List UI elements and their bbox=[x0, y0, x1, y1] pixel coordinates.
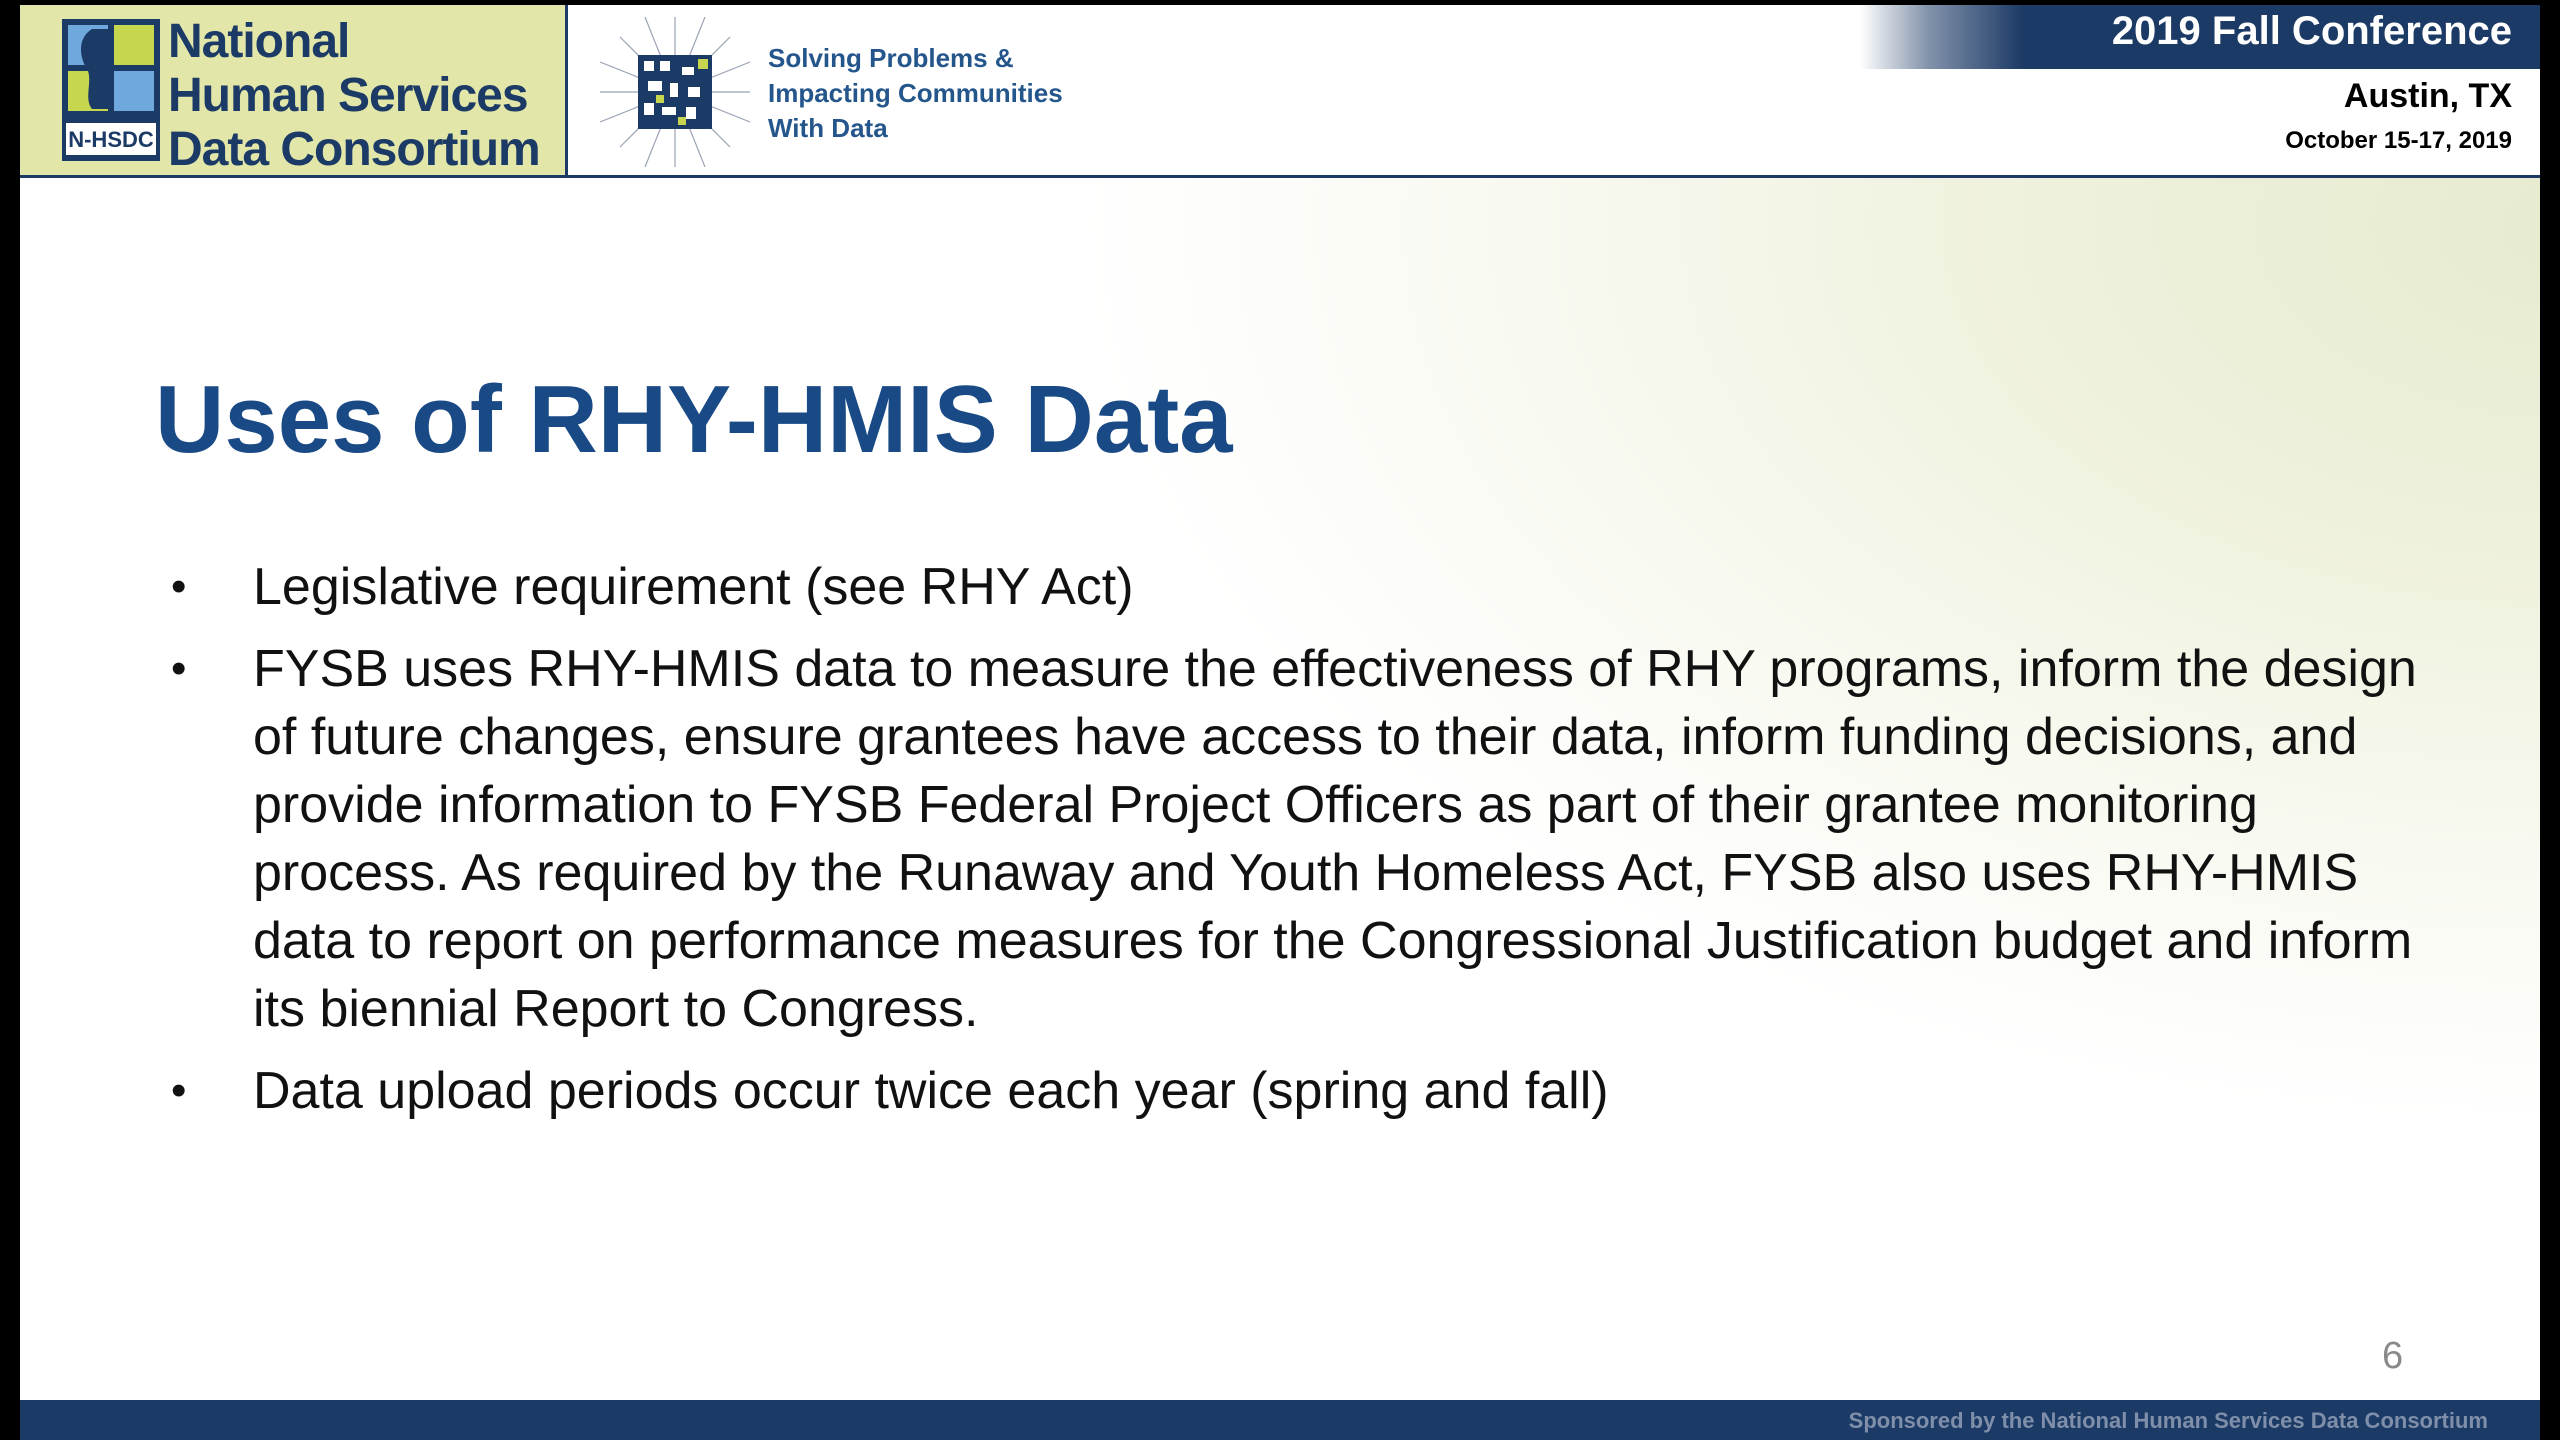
conference-title: 2019 Fall Conference bbox=[2111, 9, 2512, 53]
bullet-item bbox=[155, 635, 2425, 1043]
sponsor-text: Sponsored by the National Human Services Data Consortium bbox=[1848, 1408, 2488, 1433]
bullet-text: FYSB uses RHY-HMIS data to measure the effectiveness of RHY programs, inform the design of future changes, ensure grantees have access to their data, inform funding decisions, and provide information to FYSB Federal Project Officers as part of their grantee monitoring process. As required by the Runaway and Youth Homeless Act, FYSB also uses RHY-HMIS data to report on performance measures for the Congressional Justification budget and inform its biennial Report to Congress. bbox=[253, 640, 2417, 1038]
nhsdc-logo-mark-text: N-HSDC bbox=[68, 127, 154, 152]
tagline-line-1: Solving Problems & bbox=[768, 43, 1014, 73]
data-grid-emblem-icon bbox=[600, 17, 750, 167]
nhsdc-logo-text bbox=[168, 15, 540, 177]
tagline-line-3: With Data bbox=[768, 113, 888, 143]
page-number: 6 bbox=[2382, 1335, 2404, 1377]
nhsdc-logo-mark bbox=[62, 19, 160, 161]
slide-footer bbox=[20, 1400, 2540, 1440]
slide-header bbox=[20, 5, 2540, 178]
logo-line-3: Data Consortium bbox=[168, 123, 540, 176]
logo-line-2: Human Services bbox=[168, 69, 528, 122]
bullet-icon: • bbox=[171, 562, 187, 611]
conference-banner bbox=[1860, 5, 2540, 69]
bullet-icon: • bbox=[171, 644, 187, 693]
conference-dates: October 15-17, 2019 bbox=[2285, 127, 2512, 154]
bullet-list bbox=[155, 553, 2425, 1139]
slide-title: Uses of RHY-HMIS Data bbox=[155, 366, 1233, 473]
bullet-text: Data upload periods occur twice each year (spring and fall) bbox=[253, 1062, 1609, 1120]
slide bbox=[20, 5, 2540, 1440]
tagline-line-2: Impacting Communities bbox=[768, 78, 1063, 108]
bullet-item bbox=[155, 1057, 2425, 1125]
nhsdc-logo bbox=[20, 5, 568, 175]
bullet-icon: • bbox=[171, 1066, 187, 1115]
bullet-text: Legislative requirement (see RHY Act) bbox=[253, 558, 1134, 616]
bullet-item bbox=[155, 553, 2425, 621]
conference-city: Austin, TX bbox=[2343, 77, 2512, 115]
logo-line-1: National bbox=[168, 15, 350, 68]
tagline bbox=[768, 41, 1063, 146]
